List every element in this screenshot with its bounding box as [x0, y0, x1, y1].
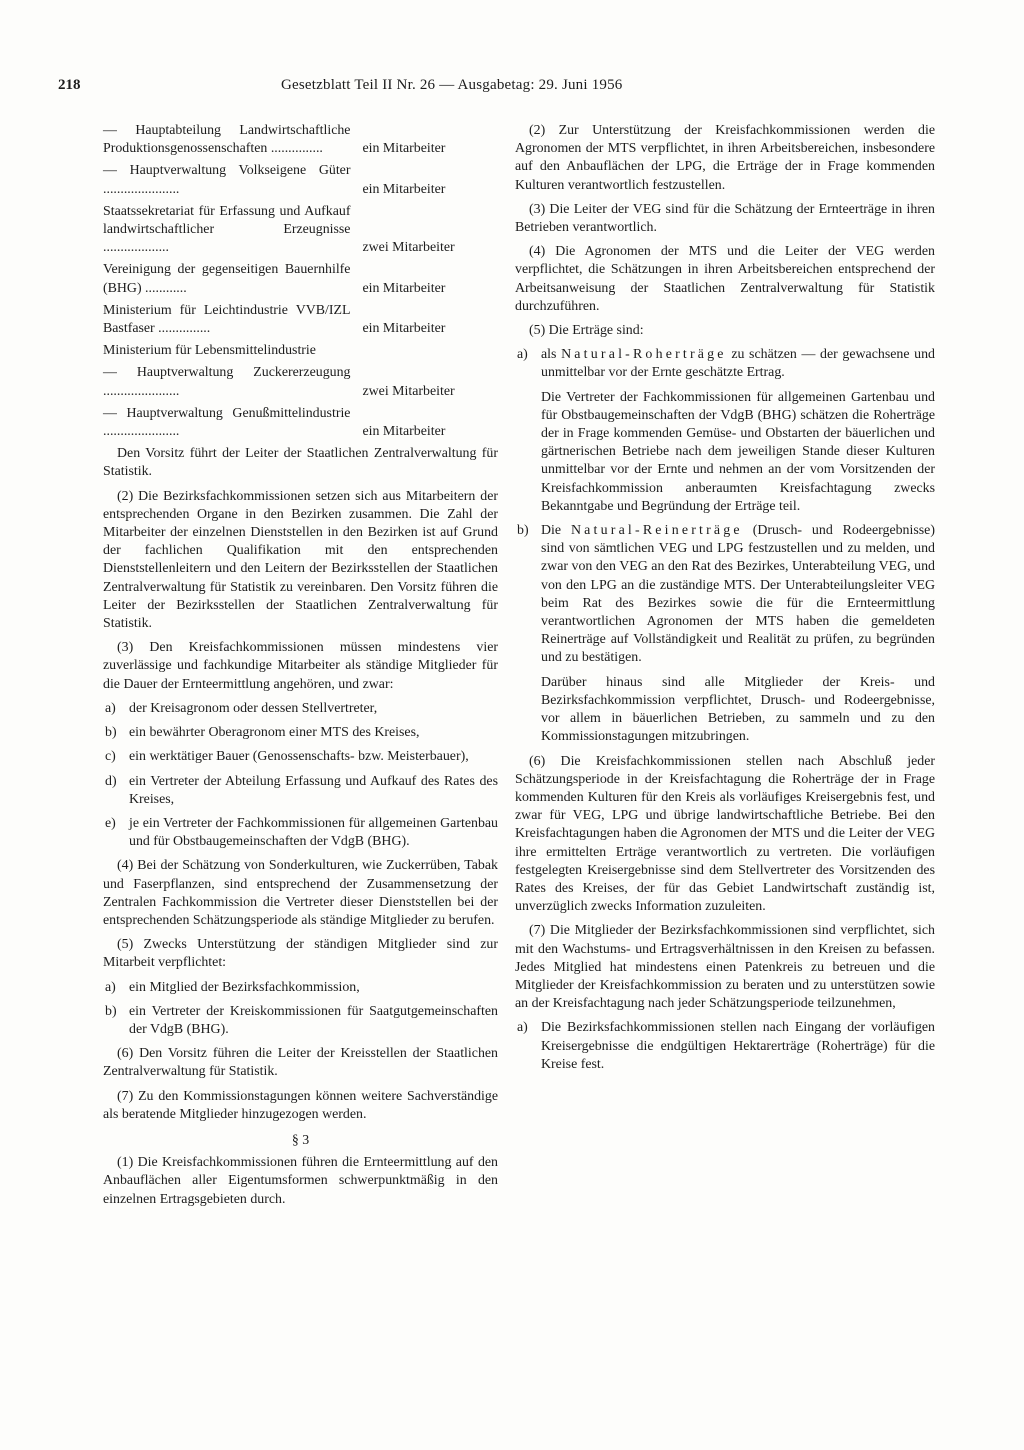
distribution-count: ein Mitarbeiter [362, 424, 446, 440]
paragraph-6: (6) Den Vorsitz führen die Leiter der Kreisstellen der Staatlichen Zentralverwaltung für Statistik. [103, 1046, 498, 1080]
section-heading: § 3 [291, 1132, 310, 1148]
distribution-label: Staatssekretariat für Erfassung und Aufkauf landwirtschaftlicher Erzeugnisse ................... [103, 203, 351, 256]
distribution-count: ein Mitarbeiter [362, 181, 446, 197]
page-header [58, 76, 958, 98]
item-7a-text: Die Bezirksfachkommissionen stellen nach Eingang der vorläufigen Kreisergebnisse die endgültigen Hektarerträge (Roherträge) für die Kreise fest. [541, 1020, 935, 1072]
distribution-label: Ministerium für Leichtindustrie VVB/IZL Bastfaser ............... [103, 302, 351, 337]
item-a-term: Natural-Roherträge [561, 347, 727, 363]
distribution-row [103, 405, 498, 441]
list-item [103, 1003, 498, 1039]
list-item-label: d) [105, 773, 117, 789]
right-column [515, 122, 935, 1080]
distribution-row [103, 122, 498, 158]
distribution-list [103, 122, 498, 338]
distribution-row [103, 162, 498, 198]
distribution-label: Vereinigung der gegenseitigen Bauernhilfe (BHG) ............ [103, 262, 351, 296]
item-b [515, 522, 935, 668]
list-item-text: ein werktätiger Bauer (Genossenschafts- bzw. Meisterbauer), [129, 749, 469, 765]
right-paragraph-6: (6) Die Kreisfachkommissionen stellen nach Abschluß jeder Schätzungsperiode in der Kreisfachtagung die Roherträge der in Frage kommenden Kulturen für den Kreis als vorläufiges Kreisergebnis fest, und zwar für VEG, LPG und übrige landwirtschaftliche Betriebe. Bei den Kreisfachtagungen haben die Agronomen der MTS und die Leiter der VEG ihre ermittelten Erträge verantwortlich zu vertreten. Die vorläufigen festgelegten Kreisergebnisse sind dem Stellvertreter des Vorsitzenden des Rates des Kreises, der für das Gebiet Landwirtschaft zuständig ist, unverzüglich zwecks Information zuzuleiten. [515, 753, 935, 915]
item-7a-label: a) [517, 1020, 528, 1036]
paragraph-7: (7) Zu den Kommissionstagungen können weitere Sachverständige als beratende Mitglieder hinzugezogen werden. [103, 1088, 498, 1122]
list-item [103, 815, 498, 851]
section-3-paragraph-1: (1) Die Kreisfachkommissionen führen die Ernteermittlung auf den Anbauflächen aller Eigentumsformen schwerpunktmäßig in den einzelnen Ertragsgebieten durch. [103, 1155, 498, 1207]
item-a-subparagraph: Die Vertreter der Fachkommissionen für allgemeinen Gartenbau und für Obstbaugemeinschaften der VdgB (BHG) schätzen die Roherträge der in Frage kommenden Gemüse- und Obstarten der bäuerlichen und gärtnerischen Betriebe nach dem jeweiligen Stande dieser Kulturen unmittelbar vor der Ernte und nehmen an der vom Vorsitzenden der Kreisfachkommission anberaumten Kreisfachtagung zwecks Bekanntgabe und Begründung der Erträge teil. [541, 389, 935, 514]
distribution-count: zwei Mitarbeiter [362, 383, 455, 399]
item-a-text: zu schätzen — der gewachsene und unmittelbar vor der Ernte geschätzte Ertrag. [541, 347, 935, 381]
item-a-label: a) [517, 347, 528, 363]
list-item-text: ein Mitglied der Bezirksfachkommission, [129, 979, 360, 995]
distribution-count: zwei Mitarbeiter [362, 240, 455, 256]
distribution-row [103, 261, 498, 297]
distribution-row [103, 302, 498, 338]
list-item-text: der Kreisagronom oder dessen Stellvertreter, [129, 700, 378, 716]
item-a-pre: als [541, 347, 557, 363]
distribution-row [103, 203, 498, 258]
distribution-row [103, 364, 498, 400]
paragraph-3-items [103, 700, 498, 851]
right-paragraph-7: (7) Die Mitglieder der Bezirksfachkommissionen sind verpflichtet, sich mit den Wachstums- und Ertragsverhältnissen in den Kreisen zu befassen. Jedes Mitglied hat mindestens einen Patenkreis zu betreuen und die Mitglieder der Kreisfachkommission zu beraten und zu unterstützen sowie an der Kreisfachtagung nach jeder Schätzungsperiode teilzunehmen, [515, 923, 935, 1012]
list-item-label: a) [105, 700, 116, 716]
right-paragraph-5: (5) Die Erträge sind: [529, 323, 644, 339]
list-item-label: b) [105, 725, 117, 741]
right-paragraph-3: (3) Die Leiter der VEG sind für die Schätzung der Ernteerträge in ihren Betrieben verantwortlich. [515, 201, 935, 236]
item-b-label: b) [517, 523, 529, 539]
page-number: 218 [58, 77, 81, 93]
item-a [515, 346, 935, 382]
paragraph-3: (3) Den Kreisfachkommissionen müssen mindestens vier zuverlässige und fachkundige Mitarbeiter als ständige Mitglieder für die Dauer der Ernteermittlung angehören, und zwar: [103, 640, 498, 692]
list-item [103, 773, 498, 809]
list-item-text: ein Vertreter der Kreiskommissionen für Saatgutgemeinschaften der VdgB (BHG). [129, 1003, 498, 1037]
distribution-count: ein Mitarbeiter [362, 280, 446, 296]
header-title: Gesetzblatt Teil II Nr. 26 — Ausgabetag: 29. Juni 1956 [281, 77, 623, 93]
item-b-subparagraph: Darüber hinaus sind alle Mitglieder der Kreis- und Bezirksfachkommission verpflichtet, Drusch- und Rodeergebnisse, vor allem in bäuerlichen Betrieben, zu sammeln und zu den Kommissionstagungen mitzubringen. [541, 674, 935, 745]
right-paragraph-4: (4) Die Agronomen der MTS und die Leiter der VEG werden verpflichtet, die Schätzungen in ihren Arbeitsbereichen entsprechend der Arbeitsanweisung der Staatlichen Zentralverwaltung für Statistik durchzuführen. [515, 244, 935, 314]
ministry-heading: Ministerium für Lebensmittelindustrie [103, 343, 316, 359]
item-b-pre: Die [541, 523, 562, 539]
paragraph-5-items [103, 979, 498, 1040]
distribution-count: ein Mitarbeiter [362, 141, 446, 157]
list-item [103, 700, 498, 718]
item-b-term: Natural-Reinerträge [570, 523, 743, 539]
right-paragraph-2: (2) Zur Unterstützung der Kreisfachkommissionen werden die Agronomen der MTS verpflichtet, in ihren Arbeitsbereichen, insbesondere auf den Anbauflächen der LPG, die Erträge der in Frage kommenden Kulturen verantwortlich festzustellen. [515, 123, 935, 193]
distribution-label: — Hauptverwaltung Volkseigene Güter ...................... [103, 163, 351, 197]
distribution-label: — Hauptverwaltung Zuckererzeugung ...................... [103, 365, 351, 399]
distribution-list-2 [103, 364, 498, 441]
distribution-label: — Hauptabteilung Landwirtschaftliche Produktionsgenossenschaften ............... [103, 123, 351, 157]
list-item-text: ein Vertreter der Abteilung Erfassung und Aufkauf des Rates des Kreises, [129, 773, 498, 807]
paragraph-4: (4) Bei der Schätzung von Sonderkulturen, wie Zuckerrüben, Tabak und Faserpflanzen, sind entsprechend der Zusammensetzung der Zentralen Fachkommission die Vertreter dieser Dienststellen bei der entsprechenden Schätzungsperiode als ständige Mitglieder zu berufen. [103, 858, 498, 928]
item-b-text: (Drusch- und Rodeergebnisse) sind von sämtlichen VEG und LPG festzustellen und zu melden, und zwar von den VEG an den Rat des Bezirkes, Unterabteilung VEG, und von den LPG an die zuständige MTS. Der Unterabteilungsleiter VEG beim Rat des Bezirkes sowie die für die Ernteermittlung verantwortlichen Agronomen der MTS haben die gemeldeten Reinerträge auf Vollständigkeit und Realität zu prüfen, zu begründen und zu bestätigen. [541, 523, 935, 666]
distribution-count: ein Mitarbeiter [362, 321, 446, 337]
list-item-label: b) [105, 1003, 117, 1019]
paragraph-2: (2) Die Bezirksfachkommissionen setzen sich aus Mitarbeitern der entsprechenden Organe in den Bezirken zusammen. Die Zahl der Mitarbeiter der einzelnen Dienststellen in den Bezirken ist auf Grund der fachlichen Qualifikation mit den entsprechenden Dienststellenleitern und den Leitern der Bezirksstellen der Staatlichen Zentralverwaltung für Statistik zu vereinbaren. Den Vorsitz führen die Leiter der Bezirksstellen der Staatlichen Zentralverwaltung für Statistik. [103, 488, 498, 632]
list-item [103, 748, 498, 766]
left-column [103, 122, 498, 1215]
list-item-text: ein bewährter Oberagronom einer MTS des Kreises, [129, 725, 420, 741]
item-7a [515, 1019, 935, 1074]
paragraph-5: (5) Zwecks Unterstützung der ständigen Mitglieder sind zur Mitarbeit verpflichtet: [103, 937, 498, 971]
list-item-text: je ein Vertreter der Fachkommissionen für allgemeinen Gartenbau und für Obstbaugemeinschaften der VdgB (BHG). [129, 815, 498, 850]
list-item-label: a) [105, 979, 116, 995]
list-item [103, 979, 498, 997]
list-item [103, 724, 498, 742]
list-item-label: e) [105, 815, 116, 831]
list-item-label: c) [105, 749, 116, 765]
distribution-label: — Hauptverwaltung Genußmittelindustrie ...................... [103, 405, 351, 440]
chair-note: Den Vorsitz führt der Leiter der Staatlichen Zentralverwaltung für Statistik. [103, 446, 498, 480]
